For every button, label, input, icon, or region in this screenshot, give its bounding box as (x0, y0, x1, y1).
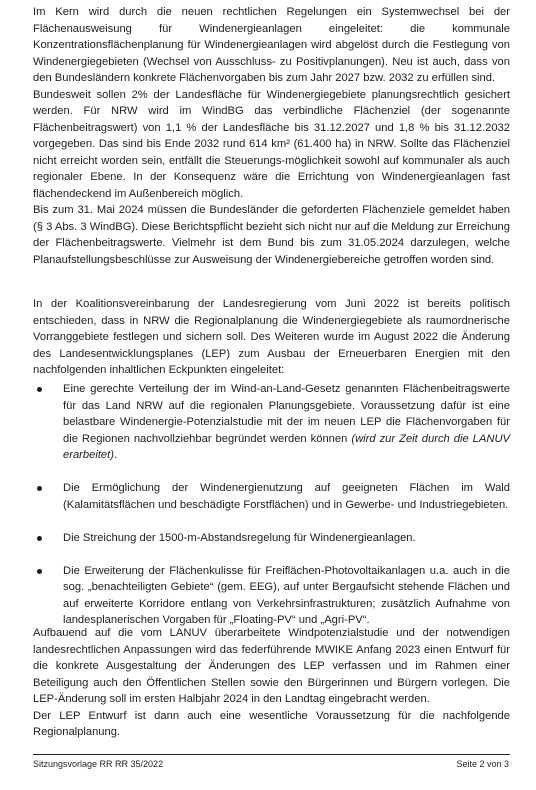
outlook-paragraph (33, 625, 510, 741)
bullet-icon (37, 569, 42, 574)
text-line: Bundesweit sollen 2% der Landesfläche für Windenergiegebiete planungsrechtlich gesichert werden. Für NRW wird im WindBG das verbindliche Flächenziel (der sogenannte Flächenbeitragswert) von 1,1 % der Landesfläche bis 31.12.2027 und 1,8 % bis 31.12.2032 vorgegeben. Das sind bis Ende 2032 rund 614 km² (61.400 ha) in NRW. Sollte das Flächenziel nicht erreicht worden sein, entfällt die Steuerungs-möglichkeit sowohl auf kommunaler als auch regionaler Ebene. In der Konsequenz wäre die Errichtung von Windenergieanlagen fast flächendeckend im Außenbereich möglich. (33, 88, 510, 200)
text-line: Aufbauend auf die vom LANUV überarbeitete Windpotenzialstudie und der notwendigen landesrechtlichen Anpassungen wird das federführende MWIKE Anfang 2023 einen Entwurf für die konkrete Ausgestaltung der Änderungen des LEP verfassen und im Rahmen einer Beteiligung auch den Öffentlichen Stellen sowie den Bürgerinnen und Bürgern vorlegen. Die LEP-Änderung soll im ersten Halbjahr 2024 in den Landtag eingebracht werden. (33, 627, 510, 705)
list-item (33, 530, 510, 547)
text-line: Der LEP Entwurf ist dann auch eine wesentliche Voraussetzung für die nachfolgende Regionalplanung. (33, 709, 510, 738)
list-item-text: Die Ermöglichung der Windenergienutzung auf geeigneten Flächen im Wald (Kalamitätsflächen und beschädigte Forstflächen) und in Gewerbe- und Industriegebieten. (63, 482, 510, 511)
key-points-list (33, 381, 510, 629)
bullet-icon (37, 486, 42, 491)
coalition-paragraph: In der Koalitionsvereinbarung der Landesregierung vom Juni 2022 ist bereits politisch entschieden, dass in NRW die Regionalplanung die Windenergiegebiete als raumordnerische Vorranggebiete festlegen und sichern soll. Des Weiteren wurde im August 2022 die Änderung des Landesentwicklungsplanes (LEP) zum Ausbau der Erneuerbaren Energien mit den nachfolgenden inhaltlichen Eckpunkten eingeleitet: (33, 298, 510, 376)
footer-divider (33, 754, 510, 755)
list-item-tail: . (114, 449, 118, 461)
list-item-note: (wird zur Zeit durch die LANUV erarbeitet) (63, 432, 510, 461)
footer-reference: Sitzungsvorlage RR RR 35/2022 (33, 759, 164, 769)
page-number: Seite 2 von 3 (456, 759, 509, 769)
intro-paragraph (33, 4, 510, 268)
list-item-text: Die Streichung der 1500-m-Abstandsregelung für Windenergieanlagen. (63, 531, 416, 544)
list-item (33, 563, 510, 629)
list-item (33, 480, 510, 513)
bullet-icon (37, 536, 42, 541)
text-line: Im Kern wird durch die neuen rechtlichen Regelungen ein Systemwechsel bei der Flächenausweisung für Windenergieanlagen eingeleitet: die kommunale Konzentrationsflächenplanung für Windenergieanlagen wird abgelöst durch die Festlegung von Windenergiegebieten (Wechsel von Ausschluss- zu Positivplanungen). Neu ist auch, dass von den Bundesländern konkrete Flächenvorgaben bis zum Jahr 2027 bzw. 2032 zu erfüllen sind. (33, 6, 510, 84)
list-item-text: Eine gerechte Verteilung der im Wind-an-Land-Gesetz genannten Flächenbeitragswerte für das Land NRW auf die regionalen Planungsgebiete. Voraussetzung dafür ist eine belastbare Windenergie-Potenzialstudie mit der im neuen LEP die Flächenvorgaben für die Regionen nachvollziehbar begründet werden können (63, 383, 510, 445)
text-line: Bis zum 31. Mai 2024 müssen die Bundesländer die geforderten Flächenziele gemeldet haben (§ 3 Abs. 3 WindBG). Diese Berichtspflicht bezieht sich nicht nur auf die Meldung zur Erreichung der Flächenbeitragswerte. Vielmehr ist dem Bund bis zum 31.05.2024 darzulegen, welche Planaufstellungsbeschlüsse zur Ausweisung der Windenergiebereiche getroffen worden sind. (33, 204, 510, 266)
list-item (33, 381, 510, 464)
list-item-text: Die Erweiterung der Flächenkulisse für Freiflächen-Photovoltaikanlagen u.a. auch in die sog. „benachteiligten Gebiete“ (gem. EEG), auf unter Bergaufsicht stehende Flächen und auf erweiterte Korridore entlang von Verkehrsinfrastrukturen; zusätzlich Aufnahme von landesplanerischen Vorgaben für „Floating-PV“ und „Agri-PV“. (63, 564, 510, 626)
bullet-icon (37, 387, 42, 392)
